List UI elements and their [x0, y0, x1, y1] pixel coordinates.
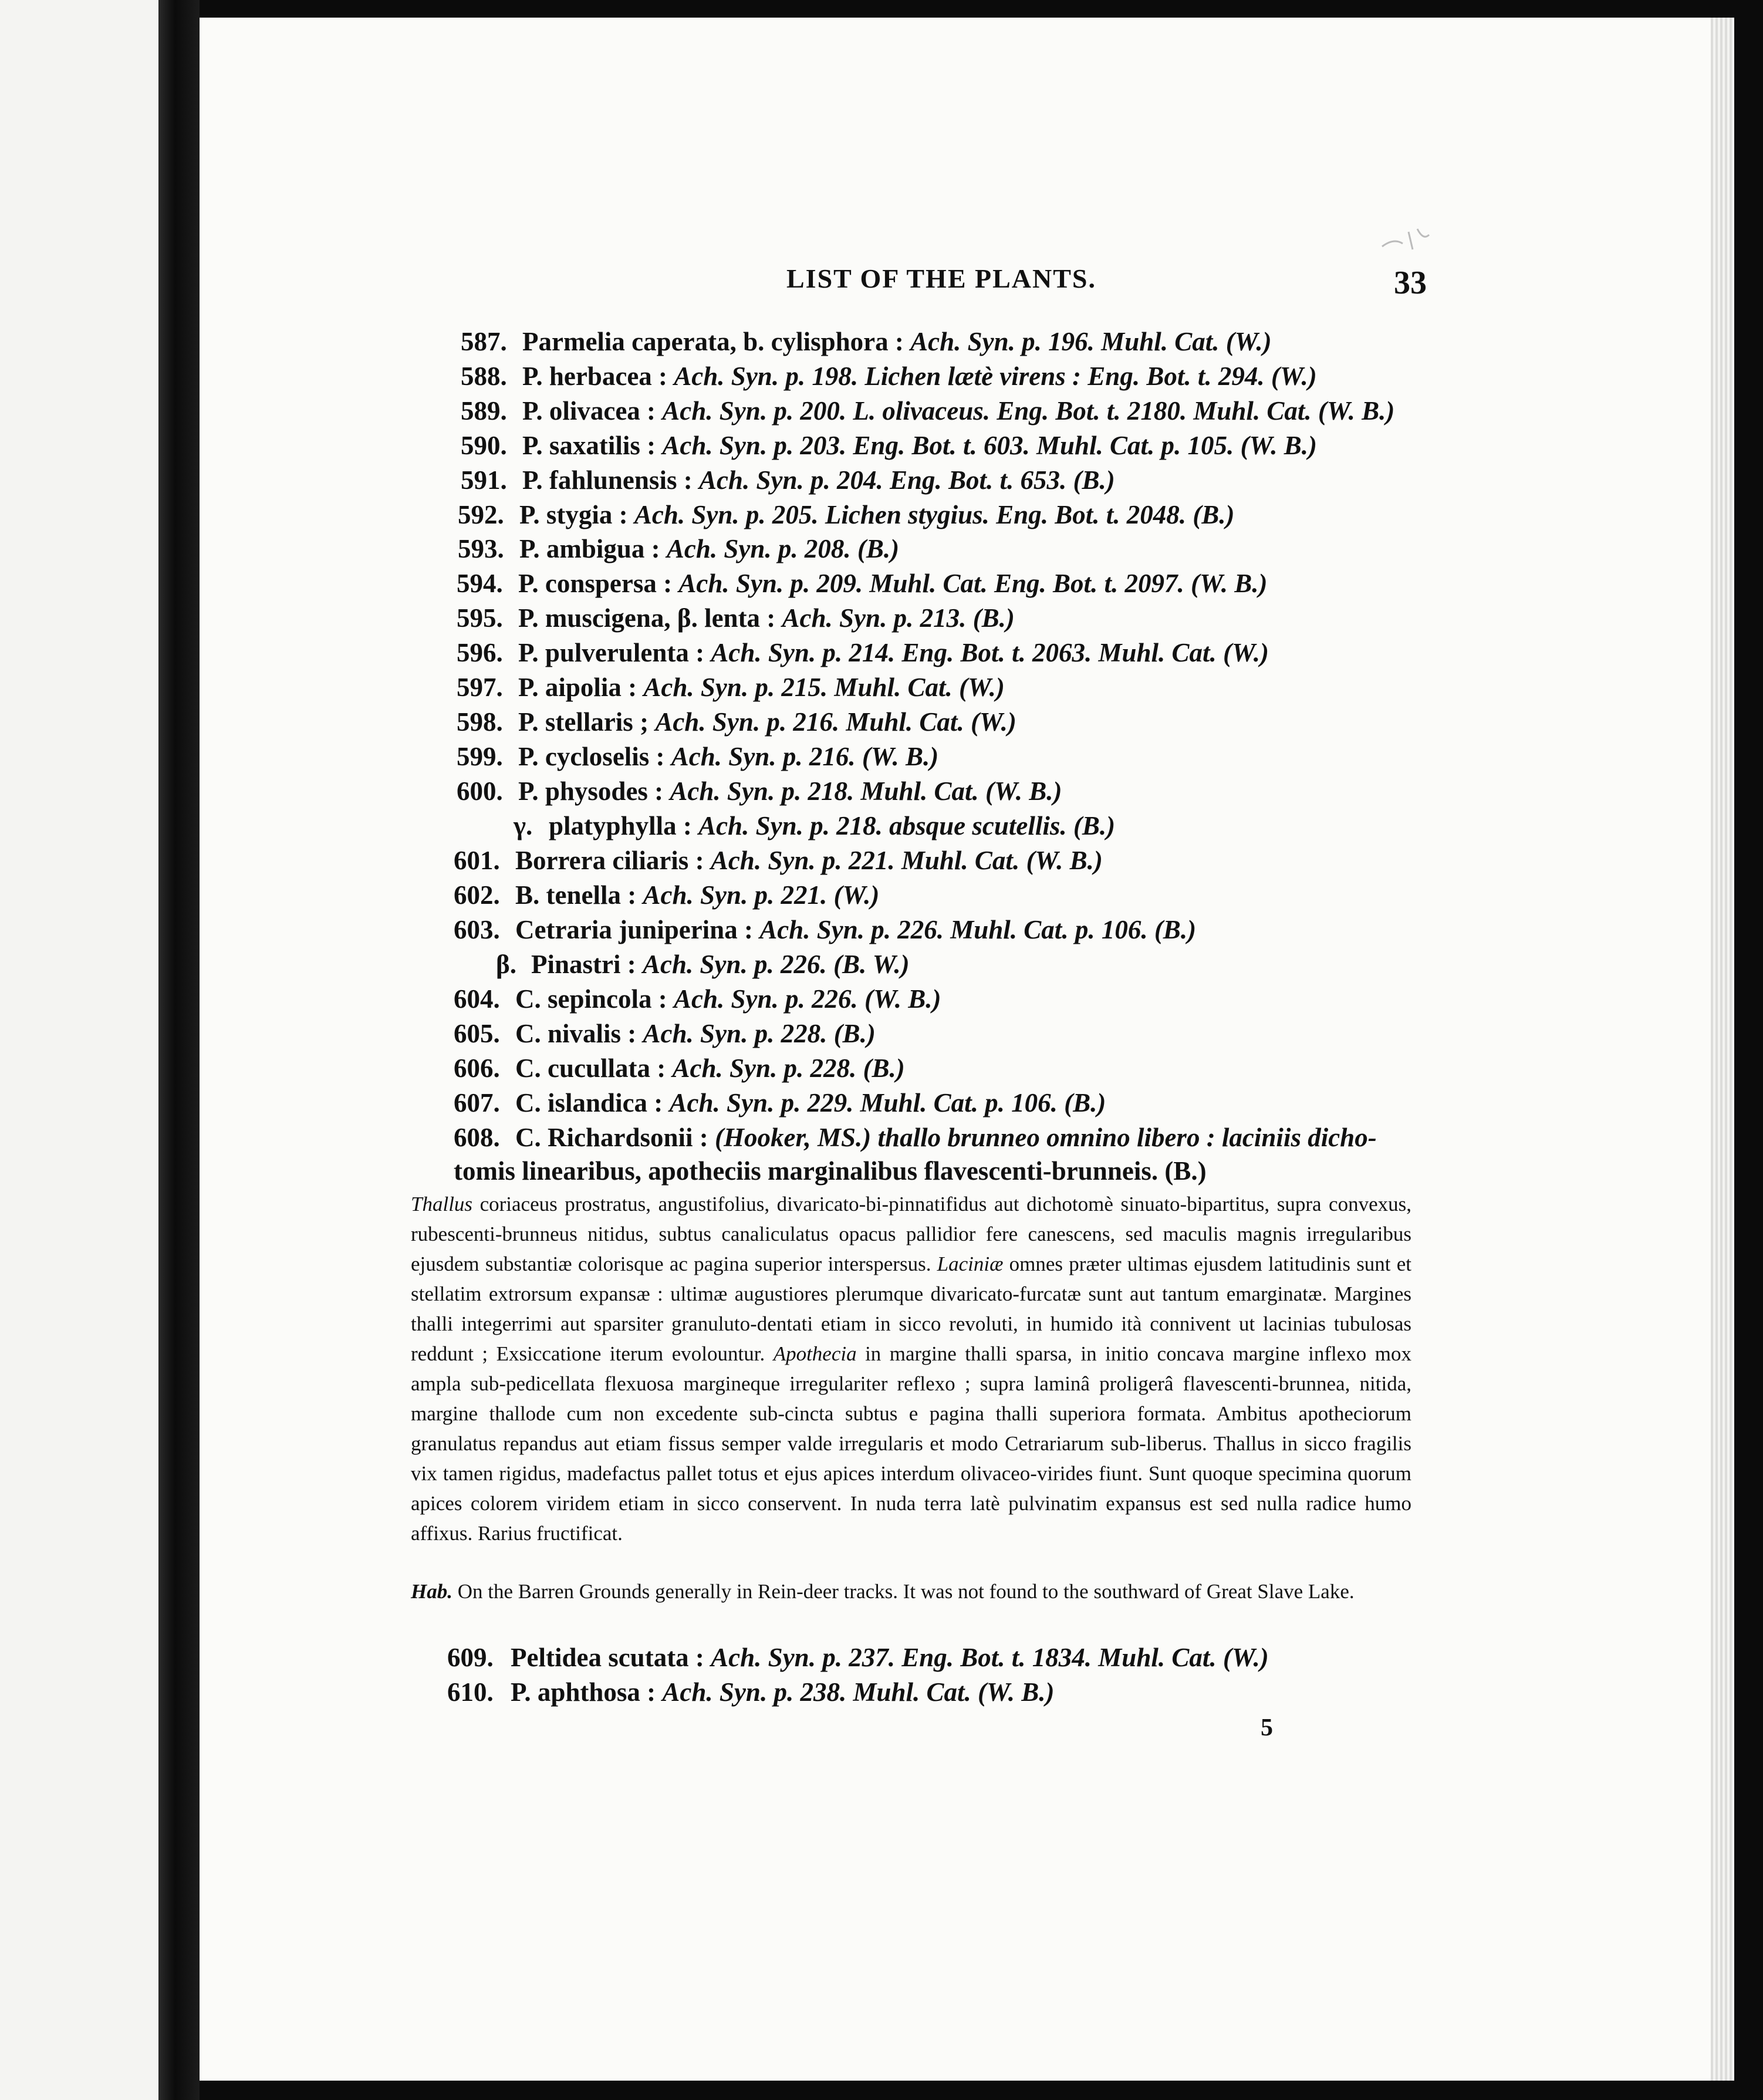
entry — [461, 464, 1115, 496]
description-lead: Thallus — [411, 1193, 473, 1216]
species-description — [411, 1189, 1411, 1548]
signature-mark: 5 — [1261, 1714, 1273, 1741]
entry-refs: Ach. Syn. p. 200. L. olivaceus. Eng. Bot. t. 2180. Muhl. Cat. (W. B.) — [662, 396, 1395, 426]
entry-number: 610. — [447, 1677, 494, 1707]
entry-refs: Ach. Syn. p. 209. Muhl. Cat. Eng. Bot. t. 2097. (W. B.) — [678, 569, 1268, 598]
entry-number: 609. — [447, 1643, 494, 1672]
entry-name: C. sepincola : — [515, 984, 667, 1014]
entry-name: P. physodes : — [518, 776, 664, 806]
entry — [457, 671, 1005, 703]
entry-refs: Ach. Syn. p. 214. Eng. Bot. t. 2063. Muhl. Cat. (W.) — [711, 638, 1269, 667]
entry-number: 601. — [454, 846, 500, 875]
entry — [461, 395, 1394, 427]
entry-name: Peltidea scutata : — [511, 1643, 704, 1672]
description-lead: Apothecia — [773, 1342, 857, 1365]
entry-number: 592. — [458, 500, 504, 529]
entry — [454, 879, 879, 911]
entry-refs: Ach. Syn. p. 216. (W. B.) — [671, 742, 939, 771]
entry — [454, 983, 941, 1015]
entry-number: 590. — [461, 431, 507, 460]
entry-name: P. herbacea : — [522, 362, 668, 391]
entry — [461, 360, 1317, 392]
entry-refs: Ach. Syn. p. 221. Muhl. Cat. (W. B.) — [710, 846, 1103, 875]
entry-name: P. muscigena, β. lenta : — [518, 603, 776, 633]
entry — [496, 948, 910, 980]
entry — [454, 914, 1196, 946]
entry-name: platyphylla : — [549, 811, 692, 840]
entry-name: Cetraria juniperina : — [515, 915, 753, 944]
entry-name: C. Richardsonii : — [515, 1123, 708, 1152]
entry-refs: Ach. Syn. p. 205. Lichen stygius. Eng. Bot. t. 2048. (B.) — [634, 500, 1235, 529]
entry-number: 597. — [457, 673, 503, 702]
entry — [458, 533, 899, 565]
entry-refs: Ach. Syn. p. 216. Muhl. Cat. (W.) — [655, 707, 1016, 737]
entry-number: 587. — [461, 327, 507, 356]
entry-refs: Ach. Syn. p. 208. (B.) — [666, 534, 900, 563]
entry-name: P. aphthosa : — [511, 1677, 656, 1707]
entry-number: 602. — [454, 880, 500, 910]
entry — [457, 637, 1269, 669]
entry — [454, 1155, 1207, 1187]
entry-refs: Ach. Syn. p. 238. Muhl. Cat. (W. B.) — [662, 1677, 1055, 1707]
entry — [514, 810, 1115, 842]
entry — [457, 706, 1016, 738]
entry-name: P. stygia : — [519, 500, 628, 529]
habitat-lead: Hab. — [411, 1580, 452, 1603]
entry-refs: Ach. Syn. p. 226. (B. W.) — [642, 950, 910, 979]
book-gutter — [158, 0, 200, 2100]
entry-name: B. tenella : — [515, 880, 637, 910]
entry-number: 598. — [457, 707, 503, 737]
entry-number: 599. — [457, 742, 503, 771]
entry-name: tomis linearibus, apotheciis marginalibus flavescenti-brunneis. — [454, 1156, 1159, 1186]
entry — [461, 430, 1317, 461]
description-lead: Laciniæ — [937, 1252, 1004, 1275]
habitat-text: On the Barren Grounds generally in Rein-deer tracks. It was not found to the southward of Great Slave Lake. — [452, 1580, 1355, 1603]
entry-name: Borrera ciliaris : — [515, 846, 704, 875]
description-text: omnes præter ultimas ejusdem latitudinis sunt et stellatim extrorsum expansæ : ultimæ augustiores plerumque divaricato-furcatæ sunt aut tantum emarginatæ. Margines thalli integerrimi aut sparsiter granuluto-dentati etiam in sicco revoluti, in humido ità connivent ut lacinias tubulosas reddunt ; Exsiccatione iterum evolountur. — [411, 1252, 1412, 1365]
entry — [457, 741, 938, 772]
entry-number: β. — [496, 950, 516, 979]
entry-refs: Ach. Syn. p. 221. (W.) — [643, 880, 880, 910]
entry-number: 604. — [454, 984, 500, 1014]
entry-name: C. nivalis : — [515, 1019, 637, 1048]
entry — [454, 1018, 876, 1049]
pencil-mark-icon — [1376, 220, 1435, 255]
running-header: LIST OF THE PLANTS. — [786, 264, 1096, 293]
entry-number: 593. — [458, 534, 504, 563]
entry — [447, 1642, 1269, 1673]
entry-number: 600. — [457, 776, 503, 806]
entry-refs: Ach. Syn. p. 237. Eng. Bot. t. 1834. Muhl. Cat. (W.) — [711, 1643, 1269, 1672]
entry-number: γ. — [514, 811, 533, 840]
entry-number: 608. — [454, 1123, 500, 1152]
entry-refs: Ach. Syn. p. 215. Muhl. Cat. (W.) — [643, 673, 1005, 702]
entry-name: P. saxatilis : — [522, 431, 656, 460]
entry-number: 588. — [461, 362, 507, 391]
entry — [454, 1122, 1377, 1153]
entry-refs: (B.) — [1164, 1156, 1207, 1186]
entry — [454, 845, 1103, 876]
entry-refs: Ach. Syn. p. 228. (B.) — [672, 1054, 905, 1083]
entry-number: 591. — [461, 465, 507, 495]
entry-refs: Ach. Syn. p. 213. (B.) — [782, 603, 1015, 633]
entry-name: P. cycloselis : — [518, 742, 665, 771]
entry-refs: Ach. Syn. p. 229. Muhl. Cat. p. 106. (B.) — [669, 1088, 1106, 1117]
entry — [454, 1052, 905, 1084]
entry-refs: Ach. Syn. p. 218. Muhl. Cat. (W. B.) — [670, 776, 1062, 806]
entry-name: P. aipolia : — [518, 673, 637, 702]
entry-name: Pinastri : — [531, 950, 636, 979]
entry — [457, 568, 1267, 599]
entry — [458, 499, 1234, 531]
entry — [454, 1087, 1106, 1119]
entry — [457, 775, 1062, 807]
entry-refs: Ach. Syn. p. 226. (W. B.) — [674, 984, 941, 1014]
left-margin — [0, 0, 158, 2100]
habitat-note — [411, 1576, 1411, 1606]
page-edge — [1711, 18, 1734, 2081]
entry-number: 605. — [454, 1019, 500, 1048]
entry-name: P. conspersa : — [518, 569, 673, 598]
entry — [457, 602, 1015, 634]
entry-refs: Ach. Syn. p. 226. Muhl. Cat. p. 106. (B.) — [759, 915, 1197, 944]
entry — [461, 326, 1272, 357]
entry-name: C. cucullata : — [515, 1054, 666, 1083]
entry-refs: Ach. Syn. p. 218. absque scutellis. (B.) — [698, 811, 1116, 840]
entry-name: P. stellaris ; — [518, 707, 649, 737]
entry-refs: Ach. Syn. p. 196. Muhl. Cat. (W.) — [910, 327, 1272, 356]
entry-number: 595. — [457, 603, 503, 633]
entry-name: Parmelia caperata, b. cylisphora : — [522, 327, 904, 356]
entry-number: 594. — [457, 569, 503, 598]
entry — [447, 1676, 1054, 1708]
entry-number: 596. — [457, 638, 503, 667]
entry-name: P. olivacea : — [522, 396, 656, 426]
entry-name: P. fahlunensis : — [522, 465, 693, 495]
page-number: 33 — [1394, 265, 1427, 301]
entry-name: P. ambigua : — [519, 534, 660, 563]
description-text: in margine thalli sparsa, in initio concava margine inflexo mox ampla sub-pedicellata flexuosa margineque irregulariter reflexo ; supra laminâ proligerâ flavescenti-brunnea, nitida, margine thallode cum non excedente sub-cincta subtus e pagina thalli superiora formata. Ambitus apotheciorum granulatus repandus aut etiam fissus semper valde irregularis et modo Cetrariarum sub-liberus. Thallus in sicco fragilis vix tamen rigidus, madefactus pallet totus et ejus apices interdum olivaceo-virides fiunt. Sunt quoque specimina quorum apices colorem viridem etiam in sicco conservent. In nuda terra latè pulvinatim expansus est sed nulla radice humo affixus. Rarius fructificat. — [411, 1342, 1411, 1545]
entry-name: P. pulverulenta : — [518, 638, 705, 667]
entry-number: 589. — [461, 396, 507, 426]
entry-refs: (Hooker, MS.) thallo brunneo omnino libero : laciniis dicho- — [715, 1123, 1377, 1152]
entry-name: C. islandica : — [515, 1088, 663, 1117]
entry-number: 607. — [454, 1088, 500, 1117]
entry-number: 603. — [454, 915, 500, 944]
entry-refs: Ach. Syn. p. 203. Eng. Bot. t. 603. Muhl. Cat. p. 105. (W. B.) — [662, 431, 1317, 460]
entry-refs: Ach. Syn. p. 204. Eng. Bot. t. 653. (B.) — [698, 465, 1115, 495]
entry-number: 606. — [454, 1054, 500, 1083]
entry-refs: Ach. Syn. p. 228. (B.) — [643, 1019, 876, 1048]
entry-refs: Ach. Syn. p. 198. Lichen lætè virens : Eng. Bot. t. 294. (W.) — [674, 362, 1317, 391]
description-text: coriaceus prostratus, angustifolius, divaricato-bi-pinnatifidus aut dichotomè sinuato-bipartitus, supra convexus, rubescenti-brunneus nitidus, subtus canaliculatus opacus pallidior fere canescens, sed maculis magnis irregularibus ejusdem substantiæ colorisque ac pagina superior interspersus. — [411, 1193, 1411, 1275]
